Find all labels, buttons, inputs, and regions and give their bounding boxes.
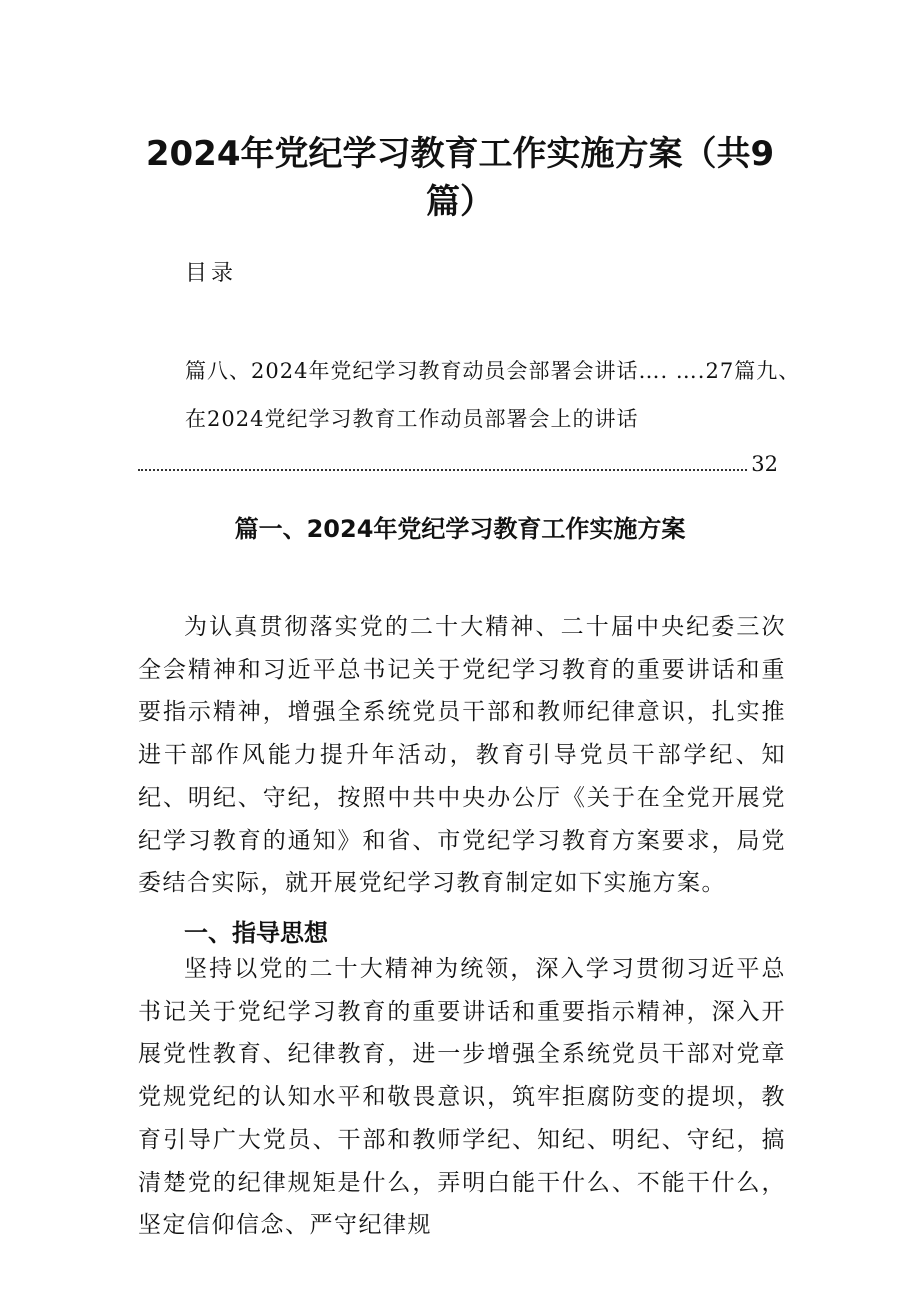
toc-heading: 目录 <box>185 261 238 286</box>
toc-leader-row <box>138 452 778 476</box>
section-title: 篇一、2024年党纪学习教育工作实施方案 <box>234 515 686 543</box>
title-line-2: 篇） <box>426 182 494 222</box>
document-title <box>120 132 800 224</box>
toc-entry-line-1: 篇八、2024年党纪学习教育动员会部署会讲话…. ….27篇九、 <box>185 359 801 383</box>
toc-page-number: 32 <box>751 452 778 476</box>
paragraph-text: 为认真贯彻落实党的二十大精神、二十届中央纪委三次全会精神和习近平总书记关于党纪学习教育的重要讲话和重要指示精神，增强全系统党员干部和教师纪律意识，扎实推进干部作风能力提升年活动，教育引导党员干部学纪、知纪、明纪、守纪，按照中共中央办公厅《关于在全党开展党纪学习教育的通知》和省、市党纪学习教育方案要求，局党委结合实际，就开展党纪学习教育制定如下实施方案。 <box>138 614 786 897</box>
paragraph-text: 坚持以党的二十大精神为统领，深入学习贯彻习近平总书记关于党纪学习教育的重要讲话和重要指示精神，深入开展党性教育、纪律教育，进一步增强全系统党员干部对党章党规党纪的认知水平和敬畏意识，筑牢拒腐防变的提坝，教育引导广大党员、干部和教师学纪、知纪、明纪、守纪，搞清楚党的纪律规矩是什么，弄明白能干什么、不能干什么，坚定信仰信念、严守纪律规 <box>138 956 786 1239</box>
title-line-1: 2024年党纪学习教育工作实施方案（共9 <box>145 134 775 174</box>
toc-dot-leader <box>138 455 747 471</box>
heading-guiding-ideology: 一、指导思想 <box>184 919 328 947</box>
paragraph-guiding-ideology <box>138 948 786 1247</box>
toc-entry-line-2: 在2024党纪学习教育工作动员部署会上的讲话 <box>185 407 639 431</box>
paragraph-intro <box>138 606 786 905</box>
